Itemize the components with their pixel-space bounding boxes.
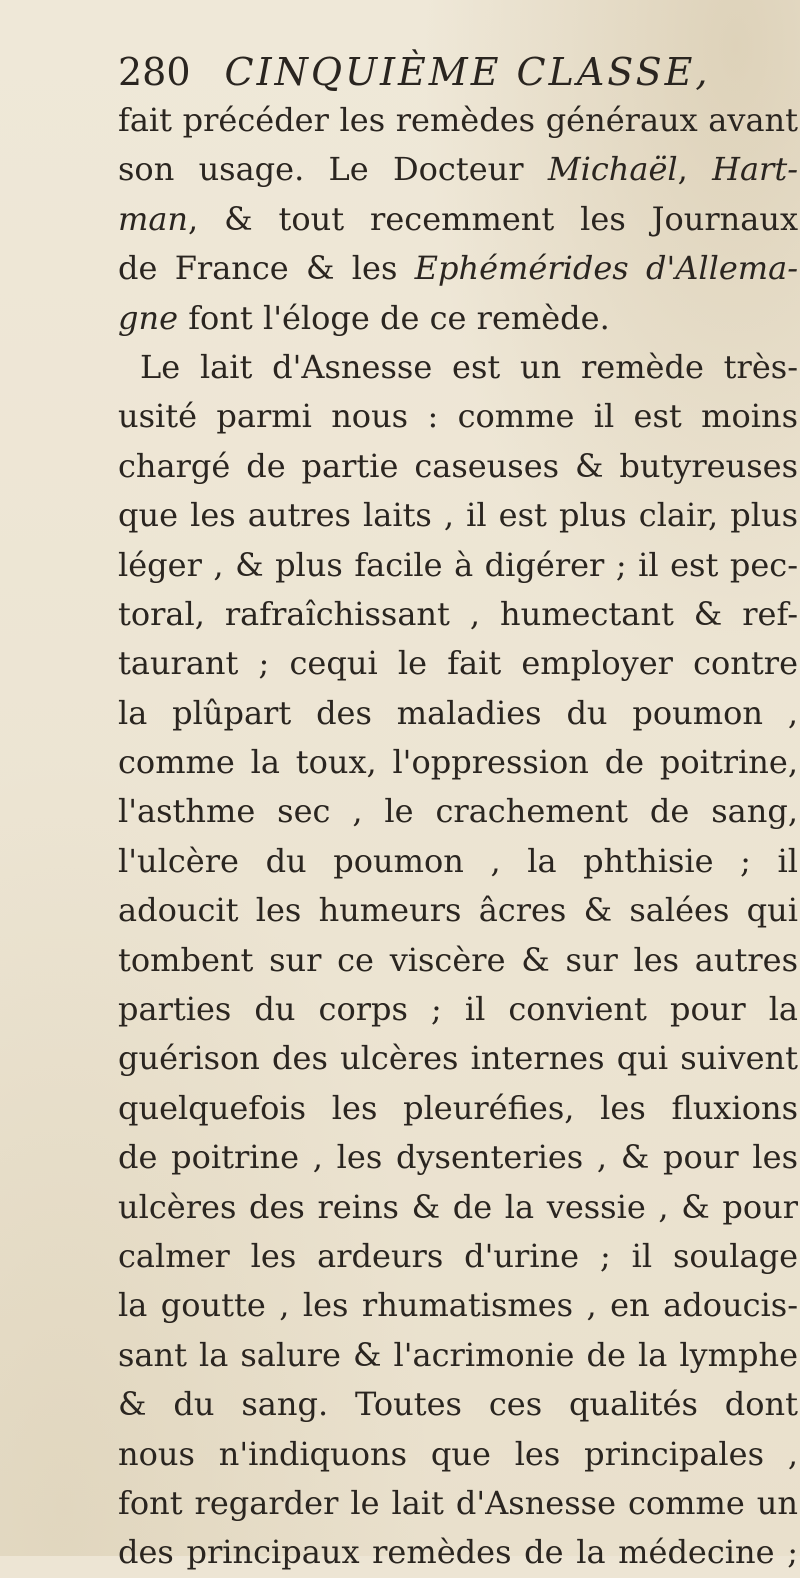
text-line: de France & les Ephémérides d'Allema- bbox=[118, 249, 798, 288]
text-line: l'asthme sec , le crachement de sang, bbox=[118, 792, 798, 831]
text-line: léger , & plus facile à digérer ; il est pec- bbox=[118, 545, 798, 584]
text-line: l'ulcère du poumon , la phthisie ; il bbox=[118, 841, 798, 880]
text-line: man, & tout recemment les Journaux bbox=[118, 199, 798, 238]
text-line: parties du corps ; il convient pour la bbox=[118, 990, 798, 1029]
text-line: que les autres laits , il est plus clair, plus bbox=[118, 496, 798, 535]
text-line: guérison des ulcères internes qui suivent bbox=[118, 1039, 798, 1078]
text-line: usité parmi nous : comme il est moins bbox=[118, 397, 798, 436]
page-header bbox=[118, 50, 718, 100]
text-line: nous n'indiquons que les principales , bbox=[118, 1434, 798, 1473]
text-line: sant la salure & l'acrimonie de la lymphe bbox=[118, 1335, 798, 1374]
page-number: 280 bbox=[118, 50, 191, 94]
text-line: comme la toux, l'oppression de poitrine, bbox=[118, 743, 798, 782]
text-line: quelquefois les pleuréfies, les fluxions bbox=[118, 1088, 798, 1127]
text-line: Le lait d'Asnesse est un remède très- bbox=[140, 347, 798, 386]
text-line: calmer les ardeurs d'urine ; il soulage bbox=[118, 1236, 798, 1275]
text-line: adoucit les humeurs âcres & salées qui bbox=[118, 891, 798, 930]
text-line: chargé de partie caseuses & butyreuses bbox=[118, 446, 798, 485]
text-line: la plûpart des maladies du poumon , bbox=[118, 693, 798, 732]
text-line: tombent sur ce viscère & sur les autres bbox=[118, 940, 798, 979]
text-line: gne font l'éloge de ce remède. bbox=[118, 298, 610, 337]
text-line: ulcères des reins & de la vessie , & pour bbox=[118, 1187, 798, 1226]
running-head: CINQUIÈME CLASSE, bbox=[224, 50, 711, 94]
text-line: taurant ; cequi le fait employer contre bbox=[118, 644, 798, 683]
text-line: de poitrine , les dysenteries , & pour les bbox=[118, 1138, 798, 1177]
body-text bbox=[118, 96, 798, 1578]
text-line: des principaux remèdes de la médecine ; bbox=[118, 1533, 798, 1572]
text-line: font regarder le lait d'Asnesse comme un bbox=[118, 1483, 798, 1522]
text-line: toral, rafraîchissant , humectant & ref- bbox=[118, 594, 798, 633]
text-line: fait précéder les remèdes généraux avant bbox=[118, 101, 798, 139]
text-line: la goutte , les rhumatismes , en adoucis- bbox=[118, 1286, 798, 1325]
text-line: son usage. Le Docteur Michaël, Hart- bbox=[118, 150, 798, 189]
text-line: & du sang. Toutes ces qualités dont bbox=[118, 1385, 798, 1424]
